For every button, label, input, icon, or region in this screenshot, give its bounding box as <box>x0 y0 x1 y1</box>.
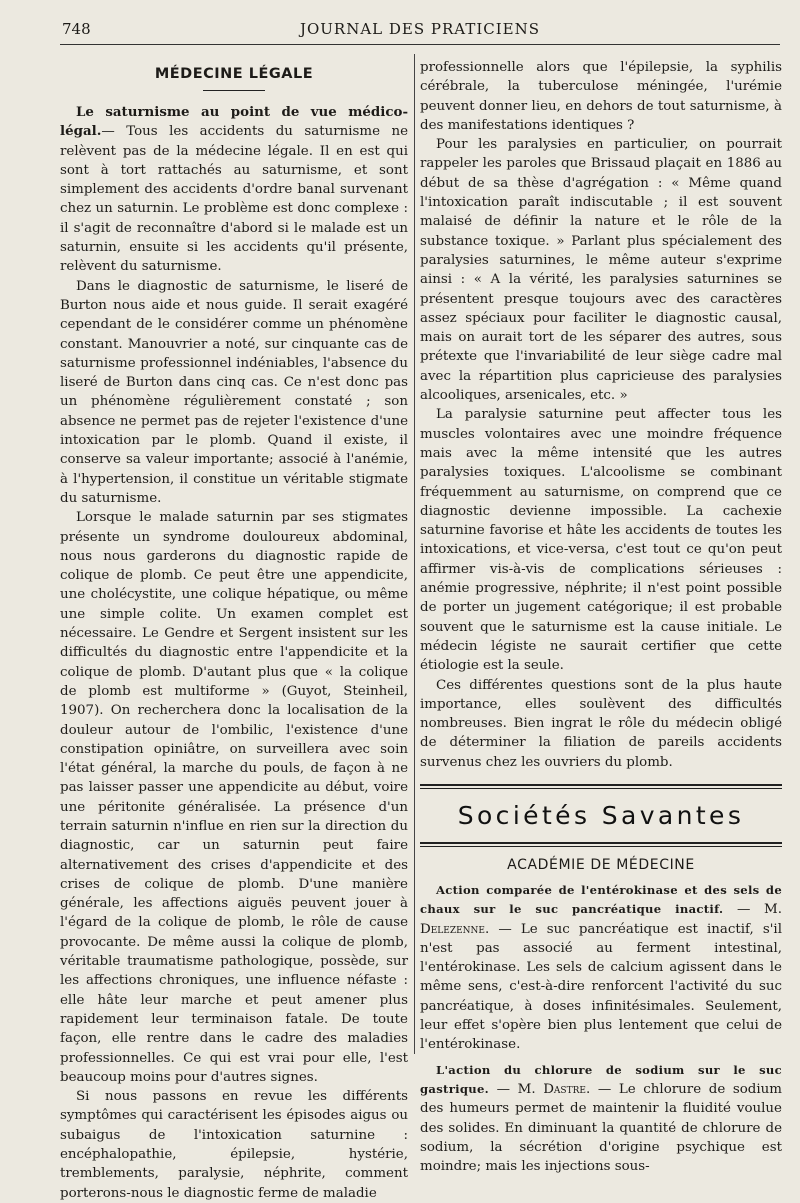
article-title: L'action du chlorure de sodium sur le suc gastrique. <box>420 1062 782 1096</box>
page-header <box>0 0 800 48</box>
article-title: Le saturnisme au point de vue médico-légal. <box>60 104 408 140</box>
article-paragraph: Lorsque le malade saturnin par ses stigmates présente un syndrome douloureux abdominal, nous nous garderons du diagnostic rapide de colique de plomb. Ce peut être une appendicite, une cholécystite, une colique hépatique, ou même une simple colite. Un examen complet est nécessaire. Le Gendre et Sergent insistent sur les difficultés du diagnostic entre l'appendicite et la colique de plomb. D'autant plus que « la colique de plomb est multiforme » (Guyot, Steinheil, 1907). On recherchera donc la localisation de la douleur autour de l'ombilic, l'existence d'une constipation opiniâtre, on surveillera avec soin l'état général, la marche du pouls, de façon à ne pas laisser passer une appendicite au début, voire une péritonite généralisée. La présence d'un terrain saturnin n'influe en rien sur la direction du diagnostic, car un saturnin peut faire alternativement des crises d'appendicite et des crises de colique de plomb. D'une manière générale, les affections aiguës peuvent jouer à l'égard de la colique de plomb, le rôle de cause provocante. De même aussi la colique de plomb, véritable traumatisme pathologique, possède, sur les affections chroniques, une influence néfaste : elle hâte leur marche et peut amener plus rapidement leur terminaison fatale. De toute façon, elle rentre dans le cadre des maladies professionnelles. Ce qui est vrai pour elle, l'est beaucoup moins pour d'autres signes. <box>60 510 408 1085</box>
societes-rule-bottom <box>420 842 782 844</box>
header-rule <box>60 44 780 45</box>
article-paragraph: Si nous passons en revue les différents symptômes qui caractérisent les épisodes aigus ou subaigus de l'intoxication saturnine : encéphalopathie, épilepsie, hystérie, tremblements, paralysie, néphrite, comment porterons-nous le diagnostic ferme de maladie <box>60 1089 408 1201</box>
article-paragraph: professionnelle alors que l'épilepsie, la syphilis cérébrale, la tuberculose méningée, l'urémie peuvent donner lieu, en dehors de tout saturnisme, à des manifestations identiques ? <box>420 60 782 133</box>
article-paragraph: Ces différentes questions sont de la plus haute importance, elles soulèvent des difficultés nombreuses. Bien ingrat le rôle du médecin obligé de déterminer la filiation de pareils accidents survenus chez les ouvriers du plomb. <box>420 677 782 770</box>
academie-title: ACADÉMIE DE MÉDECINE <box>507 856 695 873</box>
article-paragraph <box>60 103 408 277</box>
societes-rule-top-thin <box>420 788 782 789</box>
academie-article-2 <box>420 1061 782 1177</box>
column-divider <box>414 54 415 1054</box>
article-author: — M. Delezenne. <box>420 902 782 937</box>
paragraph-text: — Tous les accidents du saturnisme ne relèvent pas de la médecine légale. Il en est qui sont à tort rattachés au saturnisme, et sont simplement des accidents d'ordre banal survenant chez un saturnin. Le problème est donc complexe : il s'agit de reconnaître d'abord si le malade est un saturnin, ensuite si les accidents qu'il présente, relèvent du saturnisme. <box>60 124 408 275</box>
article-paragraph: Dans le diagnostic de saturnisme, le liseré de Burton nous aide et nous guide. Il serait exagéré cependant de le considérer comme un phénomène constant. Manouvrier a noté, sur cinquante cas de saturnisme professionnel indéniables, l'absence du liseré de Burton dans cinq cas. Ce n'est donc pas un phénomène régulièrement constaté ; son absence ne permet pas de rejeter l'existence d'une intoxication par le plomb. Quand il existe, il conserve sa valeur importante; associé à l'anémie, à l'hypertension, il constitue un véritable stigmate du saturnisme. <box>60 278 408 506</box>
academie-article-1 <box>420 881 782 1055</box>
article-author: — M. Dastre. <box>496 1081 591 1097</box>
societes-rule-bottom-thin <box>420 846 782 847</box>
article-title: Action comparée de l'entérokinase et des sels de chaux sur le suc pancréatique inactif. <box>420 882 782 917</box>
journal-title: JOURNAL DES PRATICIENS <box>299 20 541 38</box>
societes-savantes-title: Sociétés Savantes <box>457 800 745 830</box>
societes-rule-top <box>420 784 782 786</box>
article-paragraph: Pour les paralysies en particulier, on pourrait rappeler les paroles que Brissaud plaçait en 1886 au début de sa thèse d'agrégation : « Même quand l'intoxication paraît indiscutable ; il est souvent malaisé de définir la nature et le rôle de la substance toxique. » Parlant plus spécialement des paralysies saturnines, le même auteur s'exprime ainsi : « A la vérité, les paralysies saturnines se présentent presque toujours avec des caractères assez spéciaux pour faciliter le diagnostic causal, mais on aurait tort de les séparer des autres, sous prétexte que l'invariabilité de leur siège cadre mal avec la répartition plus capricieuse des paralysies alcooliques, arsenicales, etc. » <box>420 137 782 404</box>
article-text: — Le chlorure de sodium des humeurs permet de maintenir la fluidité voulue des solides. En diminuant la quantité de chlorure de sodium, la sécrétion d'origine psychique est moindre; mais les injections sous- <box>420 1081 782 1175</box>
page-number: 748 <box>62 20 91 38</box>
left-column <box>60 58 408 1203</box>
article-text: — Le suc pancréatique est inactif, s'il n'est pas associé au ferment intestinal, l'entérokinase. Les sels de calcium agissent dans le même sens, c'est-à-dire renforcent l'activité du suc pancréatique, à doses infinitésimales. Seulement, leur effet s'opère bien plus lentement que celui de l'entérokinase. <box>420 921 782 1053</box>
section-rule <box>203 90 265 91</box>
section-title-medecine-legale: MÉDECINE LÉGALE <box>154 66 314 82</box>
right-column <box>420 58 782 1176</box>
article-paragraph: La paralysie saturnine peut affecter tous les muscles volontaires avec une moindre fréquence mais avec la même intensité que les autres paralysies toxiques. L'alcoolisme se combinant fréquemment au saturnisme, on comprend que ce diagnostic devienne impossible. La cachexie saturnine favorise et hâte les accidents de toutes les intoxications, et vice-versa, c'est tout ce qu'on peut affirmer vis-à-vis de complications sérieuses : anémie progressive, néphrite; il n'est point possible de porter un jugement catégorique; il est probable souvent que le saturnisme est la cause initiale. Le médecin légiste ne saurait certifier que cette étiologie est la seule. <box>420 407 782 674</box>
